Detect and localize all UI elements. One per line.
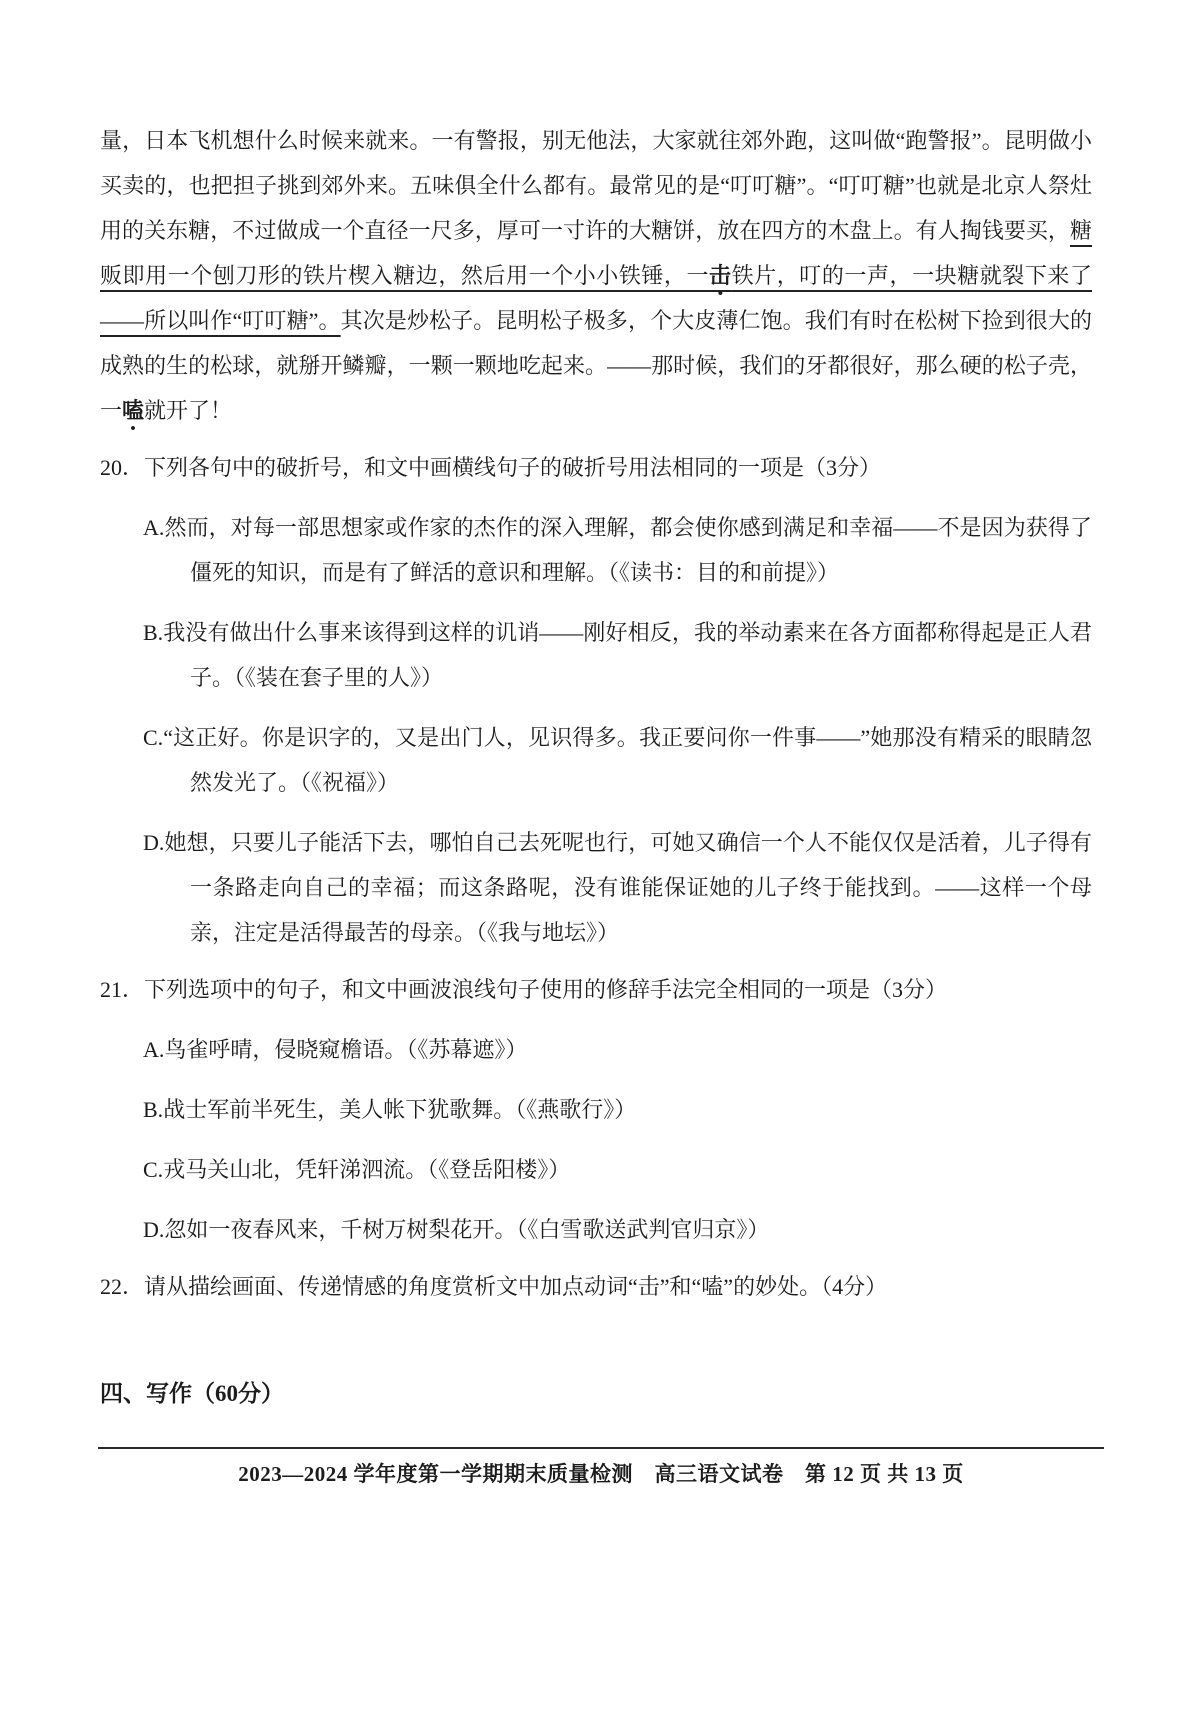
option-a-text: 鸟雀呼晴，侵晓窥檐语。（《苏幕遮》） [164, 1037, 528, 1062]
question-20-option-a [100, 505, 1092, 595]
reading-passage [100, 118, 1092, 433]
page-footer [98, 1447, 1104, 1488]
question-21-number: 21． [100, 977, 145, 1002]
option-c-text: “这正好。你是识字的，又是出门人，见识得多。我正要问你一件事——”她那没有精采的眼睛忽然发光了。（《祝福》） [163, 725, 1092, 795]
question-20-option-d [100, 820, 1092, 955]
option-d-text: 忽如一夜春风来，千树万树梨花开。（《白雪歌送武判官归京》） [164, 1217, 770, 1242]
question-22 [100, 1264, 1092, 1309]
question-21-stem [100, 967, 1092, 1012]
option-b-label: B. [143, 620, 164, 645]
question-20-stem [100, 445, 1092, 490]
question-20-stem-text: 下列各句中的破折号，和文中画横线句子的破折号用法相同的一项是（3分） [144, 455, 882, 480]
option-b-text: 我没有做出什么事来该得到这样的讥诮——刚好相反，我的举动素来在各方面都称得起是正人君子。（《装在套子里的人》） [163, 620, 1092, 690]
question-22-number: 22． [100, 1274, 145, 1299]
section-heading-writing: 四、写作（60分） [100, 1381, 284, 1406]
underlined-sentence-part1: 糖贩即用一个刨刀形的铁片楔入糖边，然后用一个小小铁锤，一 [100, 218, 1092, 288]
passage-text-3: 就开了！ [144, 398, 233, 423]
question-20 [100, 445, 1092, 955]
page-content [100, 118, 1092, 1416]
option-a-text: 然而，对每一部思想家或作家的杰作的深入理解，都会使你感到满足和幸福——不是因为获得了僵死的知识，而是有了鲜活的意识和理解。（《读书：目的和前提》） [164, 515, 1092, 585]
option-b-text: 战士军前半死生，美人帐下犹歌舞。（《燕歌行》） [163, 1097, 637, 1122]
option-c-label: C. [143, 725, 164, 750]
option-d-label: D. [143, 830, 165, 855]
passage-text-2: 其次是炒松子。昆明松子极多，个大皮薄仁饱。我们有时在松树下捡到很大的成熟的生的松球，就掰开鳞瓣，一颗一颗地吃起来。——那时候，我们的牙都很好，那么硬的松子壳，一 [100, 308, 1092, 423]
question-22-stem-text: 请从描绘画面、传递情感的角度赏析文中加点动词“击”和“嗑”的妙处。（4分） [144, 1274, 888, 1299]
option-b-label: B. [143, 1097, 164, 1122]
option-c-label: C. [143, 1157, 164, 1182]
option-c-text: 戎马关山北，凭轩涕泗流。（《登岳阳楼》） [163, 1157, 571, 1182]
question-21 [100, 967, 1092, 1252]
question-21-stem-text: 下列选项中的句子，和文中画波浪线句子使用的修辞手法完全相同的一项是（3分） [144, 977, 948, 1002]
option-d-label: D. [143, 1217, 165, 1242]
question-20-option-c [100, 715, 1092, 805]
question-21-option-d [100, 1207, 1092, 1252]
option-d-text: 她想，只要儿子能活下去，哪怕自己去死呢也行，可她又确信一个人不能仅仅是活着，儿子得有一条路走向自己的幸福；而这条路呢，没有谁能保证她的儿子终于能找到。——这样一个母亲，注定是活得最苦的母亲。（《我与地坛》） [164, 830, 1092, 945]
passage-text-1: 量，日本飞机想什么时候来就来。一有警报，别无他法，大家就往郊外跑，这叫做“跑警报”。昆明做小买卖的，也把担子挑到郊外来。五味俱全什么都有。最常见的是“叮叮糖”。“叮叮糖”也就是北京人祭灶用的关东糖，不过做成一个直径一尺多，厚可一寸许的大糖饼，放在四方的木盘上。有人掏钱要买， [100, 128, 1092, 243]
footer-text: 2023—2024 学年度第一学期期末质量检测 高三语文试卷 第 12 页 共 13 页 [238, 1462, 964, 1486]
dotted-verb-ke: 嗑 [122, 398, 145, 423]
underlined-sentence-part2: 铁片，叮的一声，一块糖就裂下来了——所以叫作“叮叮糖”。 [100, 263, 1092, 333]
question-21-option-a [100, 1027, 1092, 1072]
question-20-number: 20． [100, 455, 145, 480]
option-a-label: A. [143, 1037, 165, 1062]
option-a-label: A. [143, 515, 165, 540]
question-21-option-b [100, 1087, 1092, 1132]
question-20-option-b [100, 610, 1092, 700]
question-22-stem [100, 1264, 1092, 1309]
dotted-verb-ji: 击 [709, 263, 732, 288]
question-21-option-c [100, 1147, 1092, 1192]
